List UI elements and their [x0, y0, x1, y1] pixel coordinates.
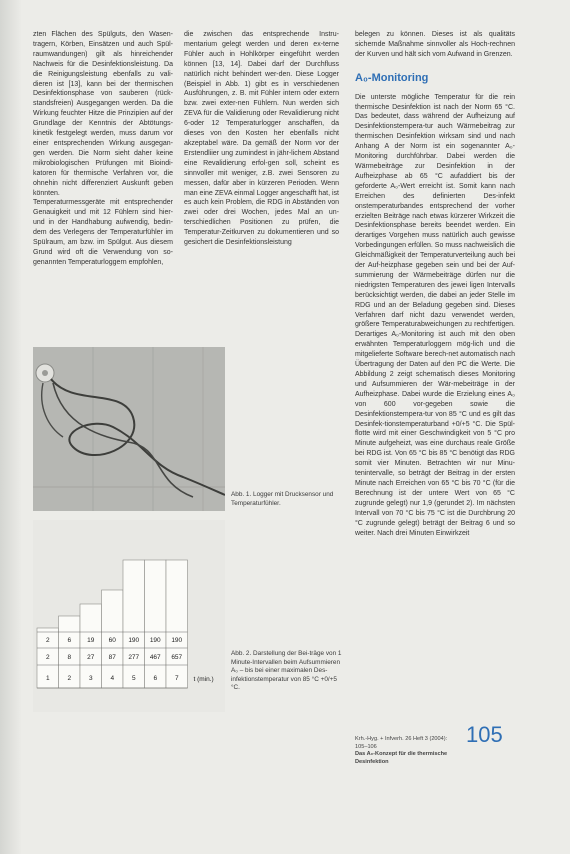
tick-label: 4 — [110, 675, 115, 682]
figure-1-caption: Abb. 1. Logger mit Drucksensor und Temperaturfühler. — [231, 491, 334, 507]
data-label: 2 — [45, 637, 50, 644]
data-label: 190 — [149, 637, 161, 644]
data-label: 190 — [171, 637, 183, 644]
tick-label: 5 — [131, 675, 136, 682]
tick-label: 1 — [45, 675, 50, 682]
logger-illustration — [33, 347, 225, 511]
paragraph: zten Flächen des Spülguts, den Wasen-tragern, Körben, Einsätzen und auch Spül-raumwandungen) gilt als hinreichender Nachweis für die Desinfektionsleistung. Da die Reinigungsleistung ebenfalls zu vali-dieren ist [13], kann bei der thermischen Desinfektionsphase von sauberen (rück-standsfreien) Ausgegangen werden. Da die Wirkung feuchter Hitze die Prinzipien auf der Grundlage der Kenntnis der Abtötungs-kinetik festgelegt werden, muss darum vor einer entsprechenden Wirkung ausgegan-gen werden. Die Norm sieht daher keine mikrobiologischen Prüfungen mit Bioindi-katoren für thermische Verfahren vor, die ohnehin nicht differenziert Auskunft geben könnten. — [33, 31, 173, 197]
data-label: 19 — [87, 637, 95, 644]
tick-label: 2 — [67, 675, 72, 682]
article-title: Das A₀-Konzept für die thermische Desinfektion — [355, 751, 448, 765]
data-label: 2 — [45, 654, 50, 661]
text-column-2 — [184, 30, 339, 248]
text-column-3 — [355, 30, 515, 538]
section-heading: A₀-Monitoring — [355, 71, 429, 84]
chart-column — [166, 560, 188, 688]
figure-2-caption: Abb. 2. Darstellung der Bei-träge von 1 Minute-Intervallen beim Aufsummieren A₀ – bis bei einer maximalen Des-infektionstemperatur von 85 °C +0/+5 °C. — [231, 650, 342, 691]
text-column-1 — [33, 30, 173, 268]
data-label: 190 — [128, 637, 140, 644]
data-label: 27 — [87, 654, 95, 661]
paragraph: die zwischen das entsprechende Instru-mentarium gelegt werden und deren ex-terne Fühler auch in Hohlkörper eingeführt werden können [13, 14]. Dabei darf der Durchfluss natürlich nicht behindert wer-den. Diese Logger (Beispiel in Abb. 1) gibt es in verschiedenen Ausführungen, z. B. mit Fühler intern oder extern bzw. zwei exter-nen Fühlern. Nun werden sich ZEVA für die Validierung oder Revalidierung nicht 6-oder 12 Temperaturlogger anschaffen, da dieses von den Kosten her ebenfalls nicht akzeptabel wäre. Da gemäß der Norm vor der Erstendliier ung zumindest in jähr-lichem Abstand eine Revalidierung erfol-gen soll, scheint es sinnvoller mit weniger, z.B. zwei Sensoren zu messen, dafür aber in kürzeren Perioden. Wenn man eine ZEVA einmal Logger angeschafft hat, ist es auch kein Problem, die RDG in Abständen von zwei oder drei Wochen, jedes Mal an un-terschiedlichen Positionen zu prüfen, die Temperatur-Zeitkurven zu dokumentieren und so gesichert die Desinfektionsleistung — [184, 31, 340, 247]
tick-label: 6 — [153, 675, 158, 682]
data-label: 277 — [128, 654, 140, 661]
a0-chart-svg — [33, 520, 225, 712]
data-label: 6 — [67, 637, 72, 644]
tick-label: 3 — [88, 675, 93, 682]
logger-photo — [33, 347, 225, 511]
paragraph: belegen zu können. Dieses ist als qualitäts sichernde Maßnahme sinnvoller als Hoch-rechnen der Kurven und hält sich vom Aufwand in Grenzen. — [355, 31, 515, 58]
chart-column — [145, 560, 167, 688]
data-label: 8 — [67, 654, 72, 661]
chart-column — [123, 560, 145, 688]
a0-chart — [33, 520, 225, 712]
footer — [355, 736, 455, 766]
paragraph: Temperaturmessgeräte mit entsprechender Genauigkeit und mit 12 Fühlern sind hier-und in der Handhabung aufwendig, bedin-dem des Verlegens der Temperaturfühler im Spülraum, am bzw. im Spülgut. Aus diesem Grund wird oft die Verwendung von so-genannten Temperaturloggern empfohlen, — [33, 199, 173, 266]
data-label: 60 — [108, 637, 116, 644]
tick-label: 7 — [174, 675, 179, 682]
page-number: 105 — [466, 722, 503, 747]
data-label: 657 — [171, 654, 183, 661]
data-label: 87 — [108, 654, 116, 661]
x-axis-label: t (min.) — [193, 676, 214, 683]
data-label: 467 — [149, 654, 161, 661]
paragraph: Die unterste mögliche Temperatur für die rein thermische Desinfektion ist nach der Norm 65 °C. Das bedeutet, dass während der Aufheizung auf Desinfektionstempera-tur auch Wärmebeitrag zur thermischen Desinfektion wirksam sind und nach Anhang A der Norm ist ein sogenannter A₀-Monitoring durchführbar. Dabei werden die Wärmebeiträge zur Desinfektion in der Aufheizphase ab 65 °C aufaddiert bis der geforderte A₀-Wert erreicht ist. Somit kann nach Erreichen des definierten Des-infekt onstemperaturbandes entsprechend der vorher erzielten Beiträge nach etwas kürzerer Wirkzeit die Desinfektionsphase bereits beendet werden. Ein derartiges Vorgehen muss natürlich auch gewisse Vorbedingungen erfüllen. So muss nachweislich die Gleichmäßigkeit der Temperaturverteilung auch bei der Auf-heizphase gegeben sein und bei der Auf-summierung der Wärmebeiträge dürfen nur die niedrigsten Temperaturen des jewei ligen Intervalls berücksichtigt werden, die dabei an jeder Stelle im RDG und an der Beladung gegeben sind. Dieses Verfahren darf nicht dazu verwendet werden, größere Temperaturabweichungen zu rechtfertigen. Derartiges A₀-Monitoring ist auch mit den oben erwähnten Temperaturloggern mög-lich und die mitgelieferte Software berech-net automatisch nach Übertragung der Daten auf den PC die Werte. Die Abbildung 2 zeigt schematisch dieses Monitoring und Aufsummieren der Wär-mebeiträge in der Aufheizphase. Dabei wurde die Erzielung eines A₀ von 600 vor-gegeben sowie die Desinfektionstempera-tur von 85 °C und es gilt das Desinfek-tionstemperaturband +0/+5 °C. Die Spül-flotte wird mit einer Geschwindigkeit von 5 °C pro Minute aufgeheizt, was eine durchaus reale Größe bei RDG ist. Von 65 °C bis 85 °C benötigt das RDG somit vier Minuten. Betrachten wir nur Minu-tenintervalle, so beträgt der Beitrag in der ersten Minute nach Erreichen von 65 °C bis 70 °C (für die Berechnung ist der untere Wert von 65 °C zugrunde gelegt) nur 1,9 (gerundet 2). Im nächsten Intervall von 70 °C bis 75 °C ist die Durchbrung 20 °C zugrunde gelegt) beträgt der Beitrag 6 und so weiter. Nach drei Minuten Einwirkzeit — [355, 93, 515, 537]
scan-edge — [0, 0, 22, 854]
journal-citation: Krh.-Hyg. + Infverh. 26 Heft 3 (2004): 105–106 — [355, 736, 448, 750]
